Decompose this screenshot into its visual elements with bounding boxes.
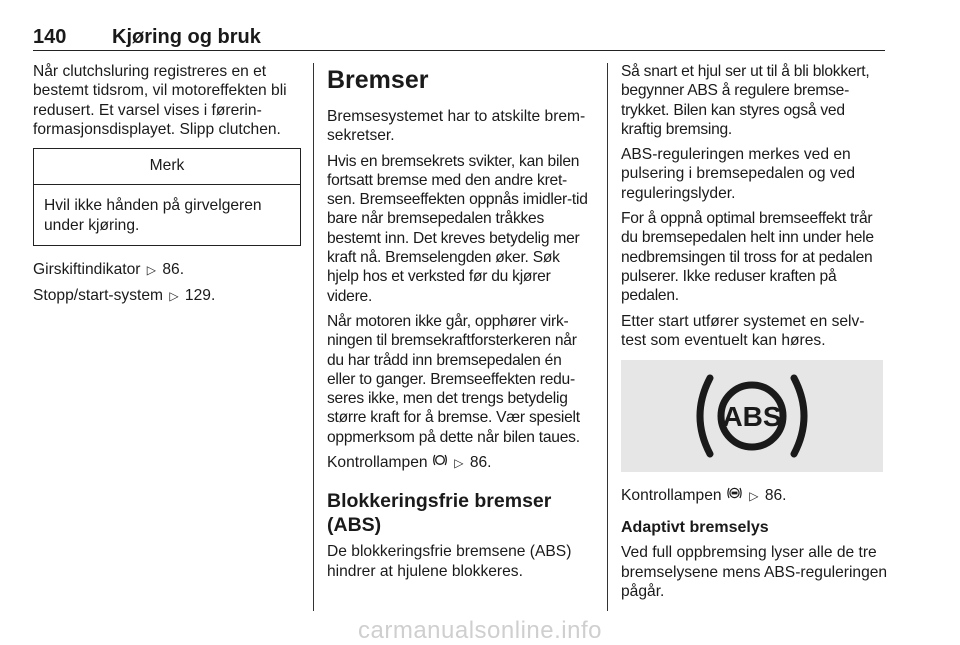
brake-warning-icon [432, 453, 448, 472]
page-header [33, 22, 885, 51]
paragraph: Så snart et hjul ser ut til å bli blokkert, begynner ABS å regulere bremse-trykket. Bilen kan styres også ved kraftig bremsing. [621, 63, 870, 138]
paragraph: For å oppnå optimal bremseeffekt trår du bremsepedalen helt inn under hele nedbremsingen til tross for at pedalen pulserer. Ikke reduser kraften på pedalen. [621, 210, 874, 305]
reference-text: Kontrollampen [621, 487, 722, 505]
subsection-title: Adaptivt bremselys [621, 519, 769, 537]
section-title: Bremser [327, 66, 429, 94]
column-1 [33, 62, 301, 313]
reference-line [33, 286, 301, 306]
reference-page: 86. [764, 487, 787, 505]
abs-icon [682, 366, 822, 466]
paragraph: Hvis en bremsekrets svikter, kan bilen fortsatt bremse med den andre kret-sen. Bremseeffekten oppnås imidler-tid bare når bremsepedalen tråkkes bestemt inn. Det kreves betydelig mer kraft nå. Bremselengden øker. Søk hjelp hos et verksted før du kjører videre. [327, 152, 588, 305]
reference-text: Girskiftindikator [33, 261, 141, 279]
column-2 [327, 62, 593, 587]
page-ref-arrow-icon: ▷ [454, 456, 464, 471]
reference-line [33, 260, 301, 280]
reference-page: 86. [469, 454, 492, 472]
paragraph: Når clutchsluring registreres en et bestemt tidsrom, vil motoreffekten bli redusert. Et varsel vises i førerin-formasjonsdisplayet. Slipp clutchen. [33, 63, 287, 138]
reference-line [327, 453, 593, 473]
page-ref-arrow-icon: ▷ [169, 289, 179, 304]
abs-icon-label: ABS [722, 401, 782, 433]
reference-page: 129. [184, 287, 216, 305]
abs-small-icon [726, 486, 743, 505]
paragraph: ABS-reguleringen merkes ved en pulsering i bremsepedalen og ved reguleringslyder. [621, 146, 856, 202]
column-3 [621, 62, 888, 607]
note-title: Merk [34, 149, 300, 185]
paragraph: Bremsesystemet har to atskilte brem-sekretser. [327, 108, 586, 145]
paragraph: De blokkeringsfrie bremsene (ABS) hindrer at hjulene blokkeres. [327, 543, 572, 580]
paragraph: Ved full oppbremsing lyser alle de tre bremselysene mens ABS-reguleringen pågår. [621, 544, 888, 601]
chapter-title: Kjøring og bruk [112, 26, 261, 48]
reference-page: 86. [162, 261, 185, 279]
paragraph: Når motoren ikke går, opphører virk-ningen til bremsekraftforsterkeren når du har trådd inn bremsepedalen én eller to ganger. Bremseeffekten redu-seres ikke, men det trengs betydelig større kraft for å bremse. Vær spesielt oppmerksom på dette når bilen taues. [327, 312, 580, 446]
reference-text: Kontrollampen [327, 454, 428, 472]
abs-warning-illustration [621, 360, 883, 472]
page-ref-arrow-icon: ▷ [146, 263, 157, 278]
page-ref-arrow-icon: ▷ [749, 489, 759, 504]
reference-text: Stopp/start-system [33, 287, 163, 305]
page-number: 140 [33, 26, 67, 48]
section-subtitle: Blokkeringsfrie bremser (ABS) [327, 490, 552, 537]
reference-line [621, 486, 888, 506]
column-divider [313, 63, 314, 611]
watermark: carmanualsonline.info [358, 617, 602, 644]
column-divider [607, 63, 608, 611]
note-box [33, 148, 301, 246]
paragraph: Etter start utfører systemet en selv-test som eventuelt kan høres. [621, 312, 865, 349]
note-body: Hvil ikke hånden på girvelgeren under kjøring. [44, 197, 262, 234]
